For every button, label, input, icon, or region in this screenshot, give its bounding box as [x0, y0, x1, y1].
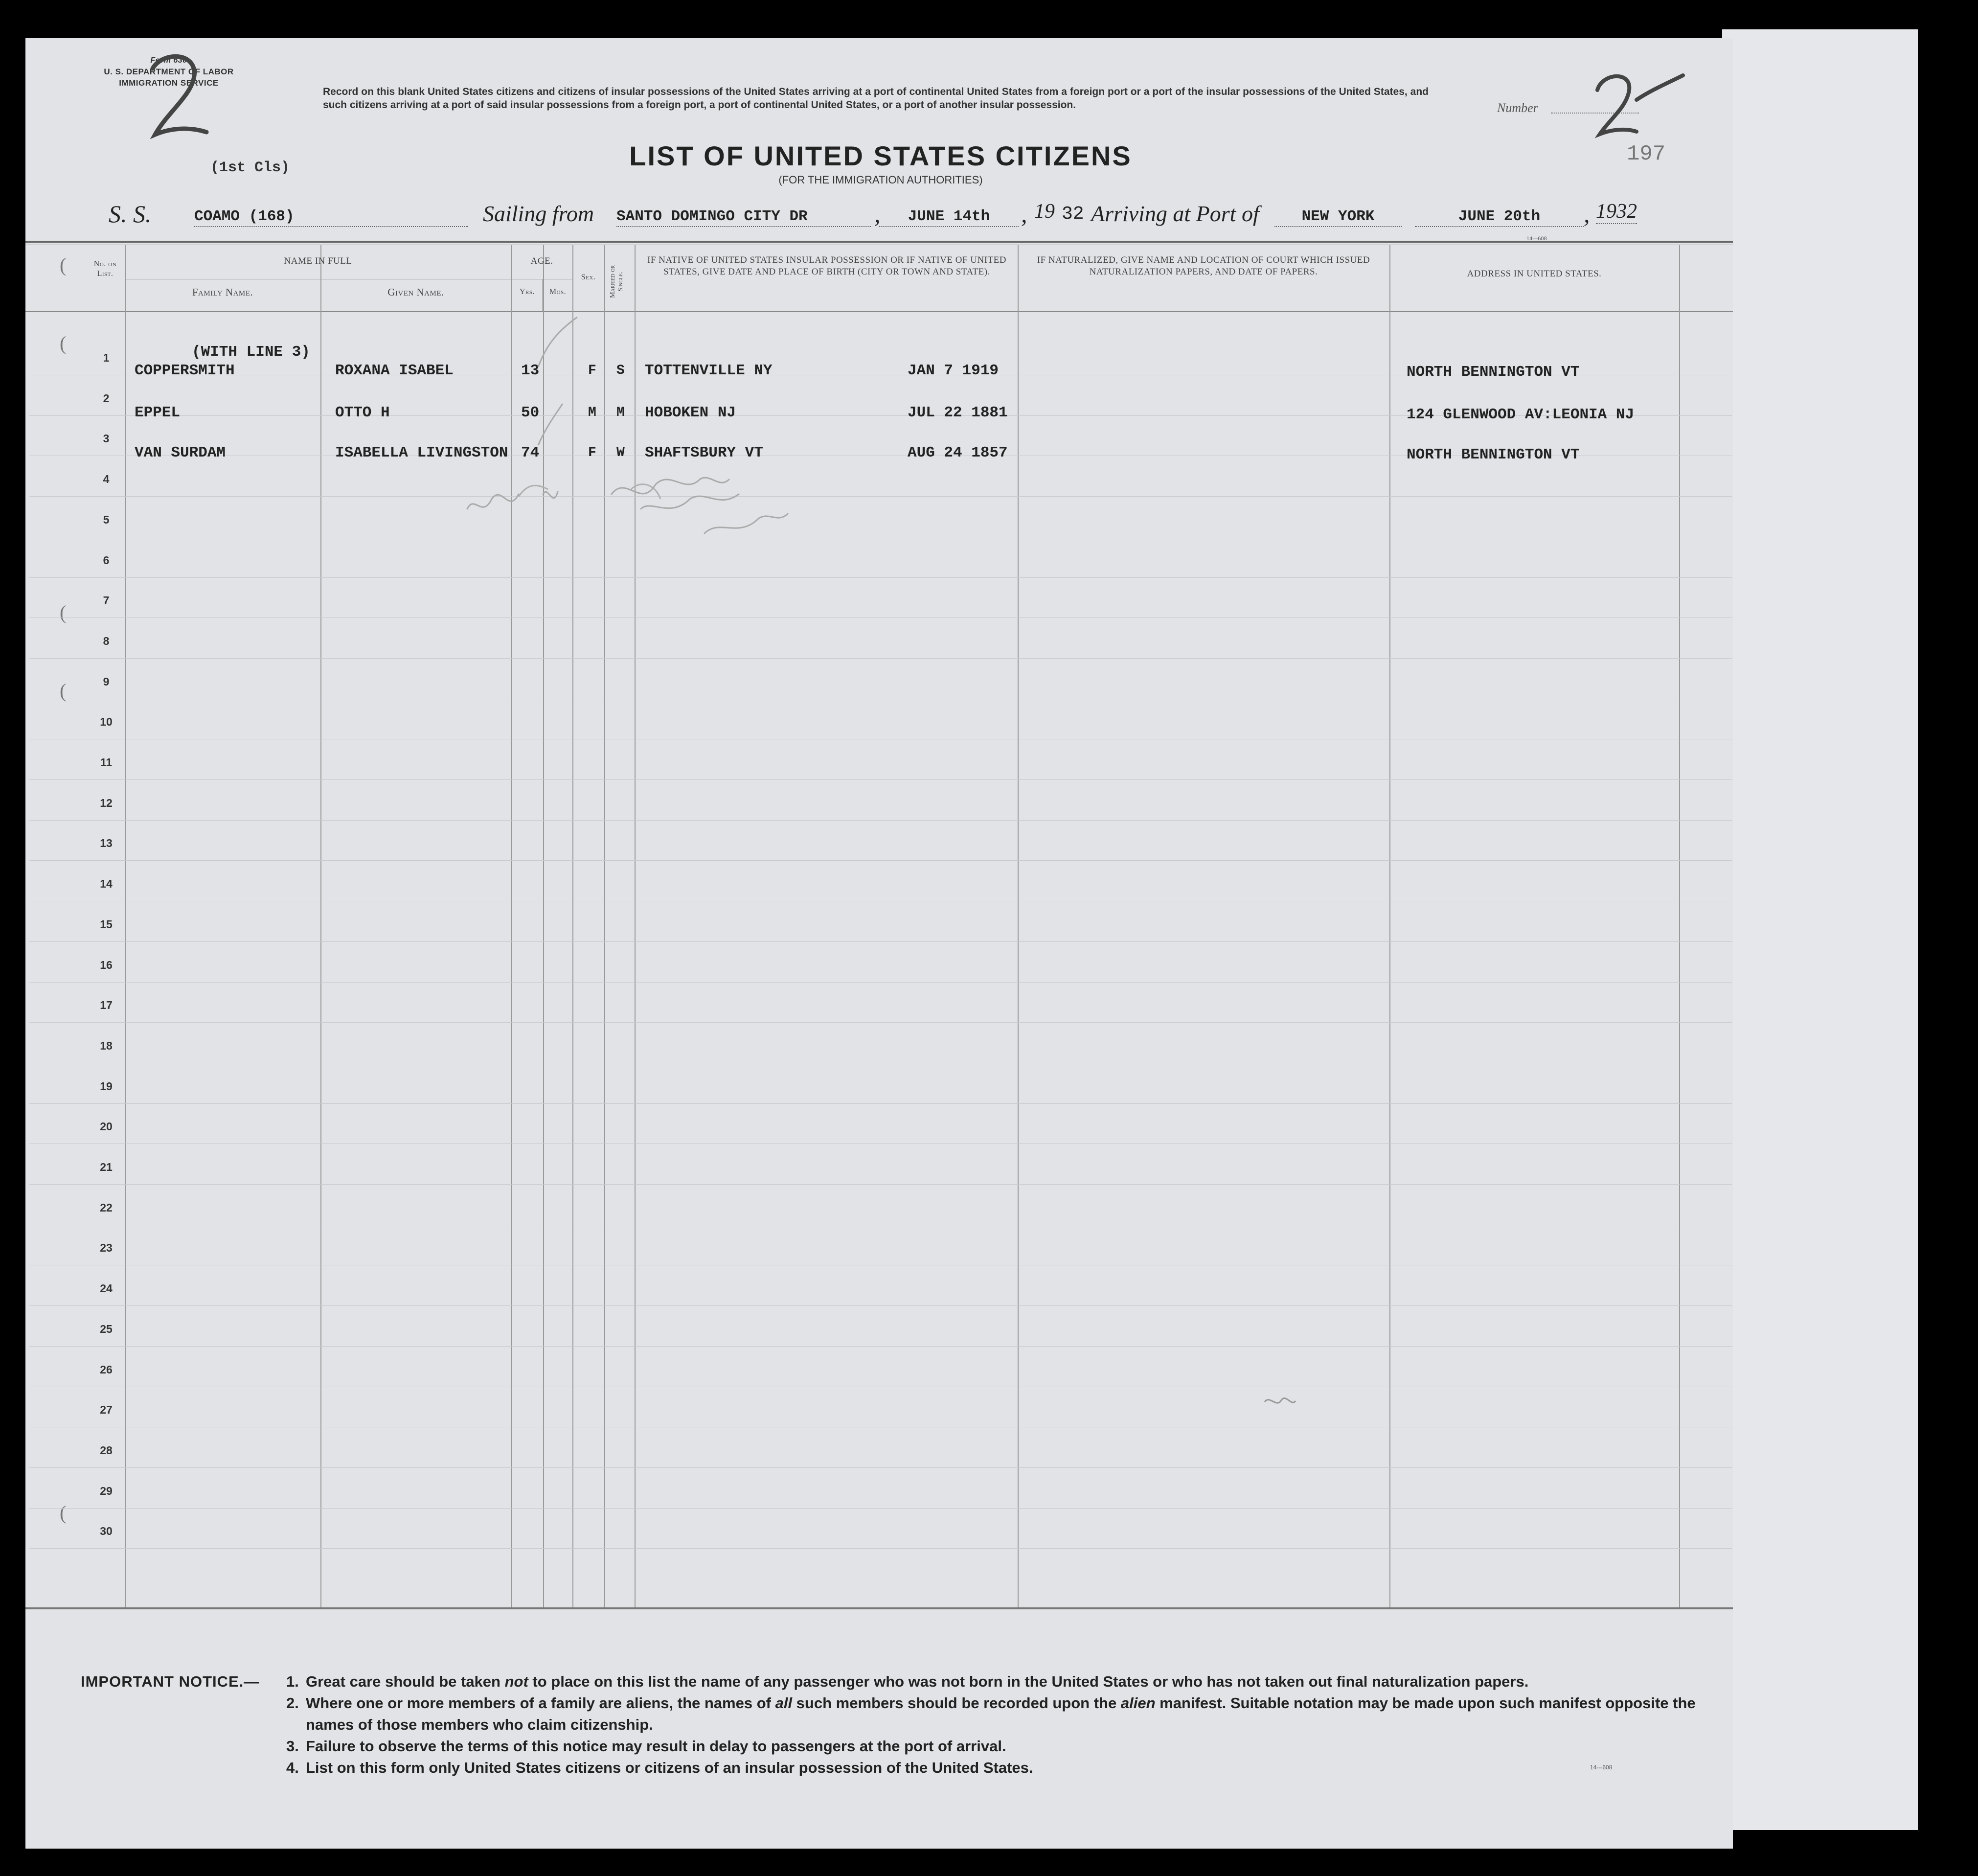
notice-item-2 [286, 1693, 1734, 1736]
row-number: 10 [100, 715, 113, 729]
row-rule [29, 860, 1732, 861]
birthplace: HOBOKEN NJ [645, 404, 736, 421]
birthdate: JUL 22 1881 [908, 404, 1008, 421]
marital-status: M [616, 405, 625, 420]
marital-status: S [616, 363, 625, 378]
family-name: VAN SURDAM [135, 444, 226, 461]
table-header-rule [25, 311, 1733, 312]
manifest-sheet [25, 38, 1733, 1849]
ss-label: S. S. [109, 200, 152, 228]
row-rule [29, 941, 1732, 942]
header-address: ADDRESS IN UNITED STATES. [1467, 269, 1602, 279]
notice-text-part: Failure to observe the terms of this notice may result in delay to passengers at the port of arrival. [306, 1738, 1006, 1755]
header-no-on-list: No. on List. [93, 260, 117, 278]
notice-item-number: 4. [286, 1759, 299, 1776]
inspector-signature [465, 465, 817, 548]
notice-lead: IMPORTANT NOTICE.— [81, 1673, 260, 1690]
notice-item-number: 2. [286, 1694, 299, 1712]
row-rule [29, 1103, 1732, 1104]
notice-text-part: not [504, 1673, 528, 1690]
row-rule [29, 1508, 1732, 1509]
row-rule [29, 577, 1732, 578]
row-rule [29, 820, 1732, 821]
table-bottom-rule [25, 1607, 1733, 1609]
given-name: OTTO H [335, 404, 390, 421]
row-number: 30 [100, 1525, 113, 1538]
punch-hole: ( [60, 680, 67, 702]
row-rule [29, 1467, 1732, 1468]
row-number: 1 [103, 351, 110, 364]
row-rule [29, 658, 1732, 659]
notice-item-3 [286, 1736, 1734, 1757]
notice-item-4 [286, 1757, 1734, 1779]
notice-text-part: to place on this list the name of any passenger who was not born in the United States or who has not taken out final naturalization papers. [528, 1673, 1529, 1690]
row-number: 27 [100, 1403, 113, 1417]
row-rule [29, 982, 1732, 983]
arrival-date: JUNE 20th [1415, 208, 1584, 227]
row-rule [29, 1022, 1732, 1023]
header-naturalized: IF NATURALIZED, GIVE NAME AND LOCATION OF COURT WHICH ISSUED NATURALIZATION PAPERS, AND DATE OF PAPERS. [1037, 255, 1370, 277]
departure-year: 32 [1062, 204, 1084, 225]
page-number: 197 [1627, 142, 1666, 166]
header-birth: IF NATIVE OF UNITED STATES INSULAR POSSESSION OR IF NATIVE OF UNITED STATES, GIVE DATE AND PLACE OF BIRTH (CITY OR TOWN AND STATE). [647, 255, 1006, 277]
comma-1: , [874, 200, 881, 228]
row-number: 2 [103, 391, 110, 405]
family-name: EPPEL [135, 404, 181, 421]
header-given-name: Given Name. [387, 286, 444, 298]
sex: M [588, 405, 596, 420]
row-rule [29, 1346, 1732, 1347]
header-sex: Sex. [581, 273, 596, 281]
page-title: LIST OF UNITED STATES CITIZENS [629, 140, 1132, 171]
punch-hole: ( [60, 254, 67, 276]
row-rule [29, 1548, 1732, 1549]
row-number: 5 [103, 513, 110, 526]
col-rule [1018, 245, 1019, 1607]
class-label: (1st Cls) [210, 160, 290, 176]
birthplace: TOTTENVILLE NY [645, 362, 773, 379]
row-number: 3 [103, 432, 110, 445]
departure-year-prefix: 19 [1034, 200, 1055, 223]
notice-item-number: 1. [286, 1673, 299, 1690]
department-name: U. S. DEPARTMENT OF LABOR [104, 67, 234, 76]
row-number: 18 [100, 1039, 113, 1052]
notice-text-part: all [775, 1694, 793, 1712]
sex: F [588, 445, 596, 460]
handwritten-number [1583, 70, 1685, 139]
age-years: 13 [521, 362, 540, 379]
address: 124 GLENWOOD AV:LEONIA NJ [1407, 406, 1635, 423]
page-subtitle: (FOR THE IMMIGRATION AUTHORITIES) [778, 174, 983, 186]
row-number: 29 [100, 1484, 113, 1497]
instructions-text: Record on this blank United States citizens and citizens of insular possessions of the United States arriving at a port of continental United States from a foreign port or a port of the insular possessions of the United States, and such citizens arriving at a port of said insular possessions from a foreign port, a port of continental United States, or a port of another insular possession. [323, 86, 1429, 111]
row-number: 20 [100, 1120, 113, 1133]
back-sheet [1722, 29, 1918, 1830]
notice-text-part: such members should be recorded upon the [792, 1694, 1121, 1712]
header-name-in-full: NAME IN FULL [284, 256, 352, 266]
row-number: 4 [103, 473, 110, 486]
punch-hole: ( [60, 332, 67, 354]
sailing-from-label: Sailing from [483, 201, 594, 226]
row-number: 13 [100, 837, 113, 850]
notice-text-part: List on this form only United States citizens or citizens of an insular possession of the United States. [306, 1759, 1033, 1776]
row-number: 8 [103, 634, 110, 647]
col-rule [125, 245, 126, 1607]
header-married-or-single: Married or Single. [609, 265, 624, 298]
age-years: 50 [521, 404, 540, 421]
sex: F [588, 363, 596, 378]
row-rule [29, 1184, 1732, 1185]
row-number: 28 [100, 1443, 113, 1457]
row-number: 6 [103, 553, 110, 567]
birthdate: JAN 7 1919 [908, 362, 999, 379]
notice-item-1 [286, 1671, 1734, 1693]
notice-text-part: Great care should be taken [306, 1673, 505, 1690]
with-line-annotation: (WITH LINE 3) [192, 343, 310, 361]
table-top-rule [25, 241, 1733, 243]
family-name: COPPERSMITH [135, 362, 235, 379]
header-family-name: Family Name. [192, 286, 253, 298]
address: NORTH BENNINGTON VT [1407, 446, 1580, 463]
departure-port: SANTO DOMINGO CITY DR [616, 208, 871, 227]
marital-status: W [616, 445, 625, 460]
comma-3: , [1584, 200, 1590, 228]
row-number: 22 [100, 1201, 113, 1214]
notice-text-part: manifest. Suitable notation may be made upon such manifest opposite the names of those members who claim citizenship. [306, 1694, 1696, 1733]
row-number: 11 [100, 756, 113, 769]
row-number: 16 [100, 958, 113, 971]
birthplace: SHAFTSBURY VT [645, 444, 763, 461]
col-rule [1389, 245, 1390, 1607]
row-rule [29, 779, 1732, 780]
form-code: 14—608 [1526, 236, 1547, 242]
notice-item-number: 3. [286, 1738, 299, 1755]
birthdate: AUG 24 1857 [908, 444, 1008, 461]
given-name: ROXANA ISABEL [335, 362, 454, 379]
arrival-port: NEW YORK [1274, 208, 1402, 227]
row-number: 24 [100, 1282, 113, 1295]
punch-hole: ( [60, 601, 67, 623]
punch-hole: ( [60, 1502, 67, 1524]
row-rule [29, 1305, 1732, 1306]
comma-2: , [1021, 200, 1027, 228]
header-mos: Mos. [549, 288, 567, 296]
col-rule [1679, 245, 1680, 1607]
row-number: 17 [100, 999, 113, 1012]
row-number: 14 [100, 877, 113, 891]
row-number: 15 [100, 917, 113, 931]
age-years: 74 [521, 444, 540, 461]
row-number: 25 [100, 1322, 113, 1335]
header-yrs: Yrs. [519, 288, 535, 296]
departure-date: JUNE 14th [879, 208, 1019, 227]
given-name: ISABELLA LIVINGSTON [335, 444, 508, 461]
header-age: AGE. [530, 256, 553, 266]
arrival-year: 1932 [1596, 200, 1637, 224]
row-number: 21 [100, 1161, 113, 1173]
arriving-label: Arriving at Port of [1091, 201, 1259, 226]
row-number: 23 [100, 1241, 113, 1255]
notice-text-part: Where one or more members of a family are aliens, the names of [306, 1694, 775, 1712]
notice-text-part: alien [1120, 1694, 1156, 1712]
number-label: Number [1497, 101, 1538, 115]
form-number: Form 630 [150, 56, 187, 65]
row-number: 26 [100, 1363, 113, 1376]
service-name: IMMIGRATION SERVICE [119, 78, 219, 88]
handwritten-two-mark [138, 49, 211, 142]
address: NORTH BENNINGTON VT [1407, 364, 1580, 381]
ship-name: COAMO (168) [194, 208, 468, 227]
notice-items [286, 1671, 1734, 1779]
row-rule [29, 496, 1732, 497]
col-rule [320, 245, 321, 1607]
row-number: 12 [100, 796, 113, 809]
stamp-mark [1262, 1392, 1296, 1412]
bottom-form-code: 14—608 [1590, 1764, 1613, 1771]
row-number: 19 [100, 1079, 113, 1093]
row-number: 9 [103, 675, 110, 688]
row-number: 7 [103, 594, 110, 607]
